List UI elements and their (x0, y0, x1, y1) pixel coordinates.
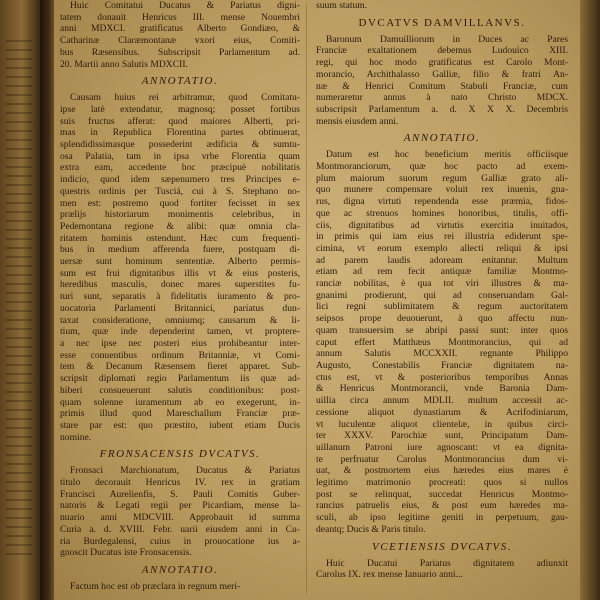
text-line: cessione aliquot dynastiarum & Acrifodiniarum, (316, 406, 568, 418)
text-line: uillanum Patroni iure agnoscant: vt ea dignita- (316, 441, 568, 453)
text-line: turi sunt, separatis à fidelitatis iuramento & pro- (60, 291, 300, 303)
paragraph-annotatio-3 (316, 149, 568, 535)
heading-annotatio-1: ANNOTATIO. (141, 75, 219, 88)
text-line: ranciæ nobilitas, è qua tot viri illustres & ma- (316, 278, 568, 290)
text-line: que ac strenuos homines honoribus, titulis, offi- (316, 207, 568, 219)
text-line: Factum hoc est ob præclara in regnum meri- (70, 580, 241, 592)
text-line: Catharinæ Claræmontanæ vxori eius, Comiti- (60, 35, 300, 47)
text-line: quam solenne iuramentum ab eo exegerunt, in- (60, 396, 300, 408)
text-line: Pedemontana regione & alibi: quæ omnia cla- (60, 220, 300, 232)
text-line: nomine. (60, 431, 92, 443)
text-line: Datum est hoc beneficium meritis officiisque (326, 149, 568, 161)
text-line: ria Burdegalensi, cuius in prouocatione ius a- (60, 535, 300, 547)
text-line: osa Palatia, tam in ipsa vrbe Florentia quam (60, 150, 300, 162)
text-line: stare par est: quo præstito, iubent etiam Ducis (60, 419, 300, 431)
text-line: & Henricus Montmorancii, vnde Baronia Dam- (316, 383, 568, 395)
text-line: titulo decorauit Henricus IV. rex in gratiam (60, 477, 300, 489)
text-line: tium, quæ inde dependerint tamen, vt proptere- (60, 326, 300, 338)
text-line: Augusto, Conestabilis Franciæ dignitatem na- (316, 359, 568, 371)
text-line: Huic Ducatui Pariatus dignitatem adiunxit (326, 557, 568, 569)
page (54, 0, 580, 600)
text-line: ipse latè extendatur, magnosq; posset fortibus (60, 103, 300, 115)
text-line: splendidissimasque possederint ædificia & sumtu- (60, 139, 300, 151)
text-line: morancio, Archithalasso Galliæ, filio & fratri An- (316, 68, 568, 80)
right-column (316, 0, 568, 600)
text-line: Montmoranciorum, quæ hoc pacto ad exem- (316, 161, 568, 173)
text-line: etiam ad rem fecit antiquæ familiæ Montmo- (316, 266, 568, 278)
text-line: 20. Martii anno Salutis MDXCII. (60, 58, 188, 70)
text-line: numeraretur annus à nato Christo MDCX. (316, 92, 568, 104)
text-line: te perfruatur Carolus Montmorancius dum vi- (316, 453, 568, 465)
text-line: plum maiorum suorum regum Galliæ grato ali- (316, 172, 568, 184)
paragraph-damvillanus (316, 34, 568, 128)
text-line: quo munere compensare voluit rex inuenis, gna- (316, 184, 568, 196)
right-page-edge (580, 0, 600, 600)
text-line: sculi, ab ipso legitime geniti in perpetuum, gau- (316, 512, 568, 524)
text-line: Curia a. d. XVIII. Febr. uarii eiusdem anni in Cu- (60, 523, 300, 535)
text-line: Causam huius rei arbitramur, quod Comitatu- (70, 92, 300, 104)
text-line: ritatem hominis ostendunt. Hæc cum frequenti- (60, 232, 300, 244)
text-line: Francisci Aurelienfis, S. Pauli Comitis Guber- (60, 488, 300, 500)
text-line: scripsit diplomati regio Parlamentum iis quæ ad- (60, 373, 300, 385)
text-line: ciis, dignitatibus ad virtutis exercitia inuitados, (316, 219, 568, 231)
text-line: ter XXXV. Parochiæ sunt, Principatum Dam- (316, 430, 568, 442)
heading-ducatus-damvillanus: DVCATVS DAMVILLANVS. (358, 16, 526, 29)
heading-annotatio-2: ANNOTATIO. (141, 563, 219, 576)
left-column (60, 0, 300, 600)
text-line: Carolus IX. rex mense Ianuario anni... (316, 569, 463, 581)
text-line: post se relinquat, succedat Henricus Montmo- (316, 488, 568, 500)
book-gutter (40, 0, 54, 600)
text-line: natoris & Legati regii per Picardiam, mense la- (60, 500, 300, 512)
text-line: heredibus masculis, donec mares superstites fu- (60, 279, 300, 291)
text-line: gnoscit Ducatus iste Fronsacensis. (60, 547, 192, 559)
paragraph-fronsacensis (60, 465, 300, 559)
text-line: a nec ipse nec posteri eius prohibeantur inter- (60, 337, 300, 349)
text-line: ad parem laudis adoream enitantur. Multum (316, 254, 568, 266)
text-line: Baronum Damuilliorum in Duces ac Pares (326, 33, 568, 45)
text-line: hiberi consueuerunt salutis conditionibus: post- (60, 384, 300, 396)
text-line: rus, digna virtuti rependenda esse præmia, fidos- (316, 196, 568, 208)
text-line: indicio, quod idem sæpenumero tres Principes e- (60, 174, 300, 186)
text-line: regi, qui hoc modo gratificatus est Carolo Mont- (316, 57, 568, 69)
text-line: mensis eiusdem anni. (316, 115, 399, 127)
paragraph-vcetiensis (316, 558, 568, 581)
text-line: uocatoria Parlamenti Britannici, pariatus dun- (60, 302, 300, 314)
text-line: uersæ sunt hominum sententiæ. Alberto permis- (60, 256, 300, 268)
text-line: mas in Republica Florentina partes obtinuerat, (60, 127, 300, 139)
text-line: tatem donauit Henricus III. mense Nouembri (60, 11, 300, 23)
text-line: sum est frui dignitatibus illis vt & eius posteris, (60, 267, 300, 279)
text-line: lici regni sublimitatem & regum auctoritatem (316, 301, 568, 313)
text-line: esse conuentibus ordinum Britanniæ, vt Comi- (60, 349, 300, 361)
paragraph-annotatio-1 (60, 92, 300, 443)
text-line: prælijs historiarum monimentis celebribus, in (60, 209, 300, 221)
text-line: bus in medium afferenda fuere, postquam di- (60, 244, 300, 256)
text-line: næ & Henrici Comitum Stabuli Franciæ, cum (316, 80, 568, 92)
text-line: extra eam, accedente hoc præcipuè nobilitatis (60, 162, 300, 174)
text-line: subscripsit Parlamentum a. d. X X X. Decembris (316, 103, 568, 115)
text-line: questris ordinis per Tusciá, cui à S. Stephano no- (60, 185, 300, 197)
text-line: suis fructus afferat: quod maiores Alberti, pri- (60, 115, 300, 127)
left-page-print-marks (6, 40, 32, 560)
text-line: quam transuersim se abripi passi sunt: inter quos (316, 324, 568, 336)
text-line: primis illud quod Mareschallum Franciæ præ- (60, 408, 300, 420)
text-line: cimina, vt eorum exemplo allecti reliqui & ipsi (316, 242, 568, 254)
text-line: caput effert Matthæus Montmorancius, qui ad (316, 336, 568, 348)
text-line: legitimo matrimonio procreati: quos si nullos (316, 477, 568, 489)
text-line: men est: postremo quod fortiter fecisset in sex (60, 197, 300, 209)
text-line: gnanimi prodierunt, qui ad conseruandam Gal- (316, 289, 568, 301)
text-line: vt luculentæ aliquot clientelæ, in quibus circi- (316, 418, 568, 430)
heading-annotatio-3: ANNOTATIO. (403, 132, 481, 145)
text-line: Franciæ exaltationem debemus Ludouico XIII. (316, 45, 568, 57)
text-line: in primis qui iam eius rei illustria ediderunt spe- (316, 231, 568, 243)
text-line: annum Salutis MCCXXII. regnante Philippo (316, 348, 568, 360)
text-line: Huic Comitatui Ducatus & Pariatus digni- (70, 0, 300, 11)
paragraph-comitatus-intro (60, 0, 300, 70)
text-line: deantq; Ducis & Paris titulo. (316, 523, 426, 535)
heading-vcetiensis-ducatus: VCETIENSIS DVCATVS. (372, 540, 512, 553)
text-line: bus Ræsensibus. Subscripsit Parlamentum ad. (60, 46, 300, 58)
paragraph-annotatio-2 (60, 581, 300, 593)
paragraph-continuation (316, 0, 568, 12)
left-page-edge (0, 0, 40, 600)
heading-fronsacensis-ducatus: FRONSACENSIS DVCATVS. (99, 448, 261, 461)
text-line: anni MDXCI. gratificatus Alberto Gondiæo, & (60, 23, 300, 35)
text-line: seipsos prope deuouerunt, à quo affectu nun- (316, 313, 568, 325)
text-line: rancius patruelis eius, & post eum hæredes ma- (316, 500, 568, 512)
text-line: uat, & postmortem eius hæredes eius mares è (316, 465, 568, 477)
text-line: nuario anni MDCVIII. Approbauit id summa (60, 512, 300, 524)
text-line: taxat consideratione, omniumq; causarum & li- (60, 314, 300, 326)
text-line: Fronsaci Marchionatum, Ducatus & Pariatus (70, 465, 300, 477)
text-line: tem & Decanum Ræsensem fieret apparet. Sub- (60, 361, 300, 373)
text-line: ctus est, vt & posterioribus temporibus Annas (316, 371, 568, 383)
text-line: suum statum. (316, 0, 368, 11)
column-divider (306, 4, 307, 594)
text-line: uillia circa annum MDLII. multum accessit ac- (316, 395, 568, 407)
